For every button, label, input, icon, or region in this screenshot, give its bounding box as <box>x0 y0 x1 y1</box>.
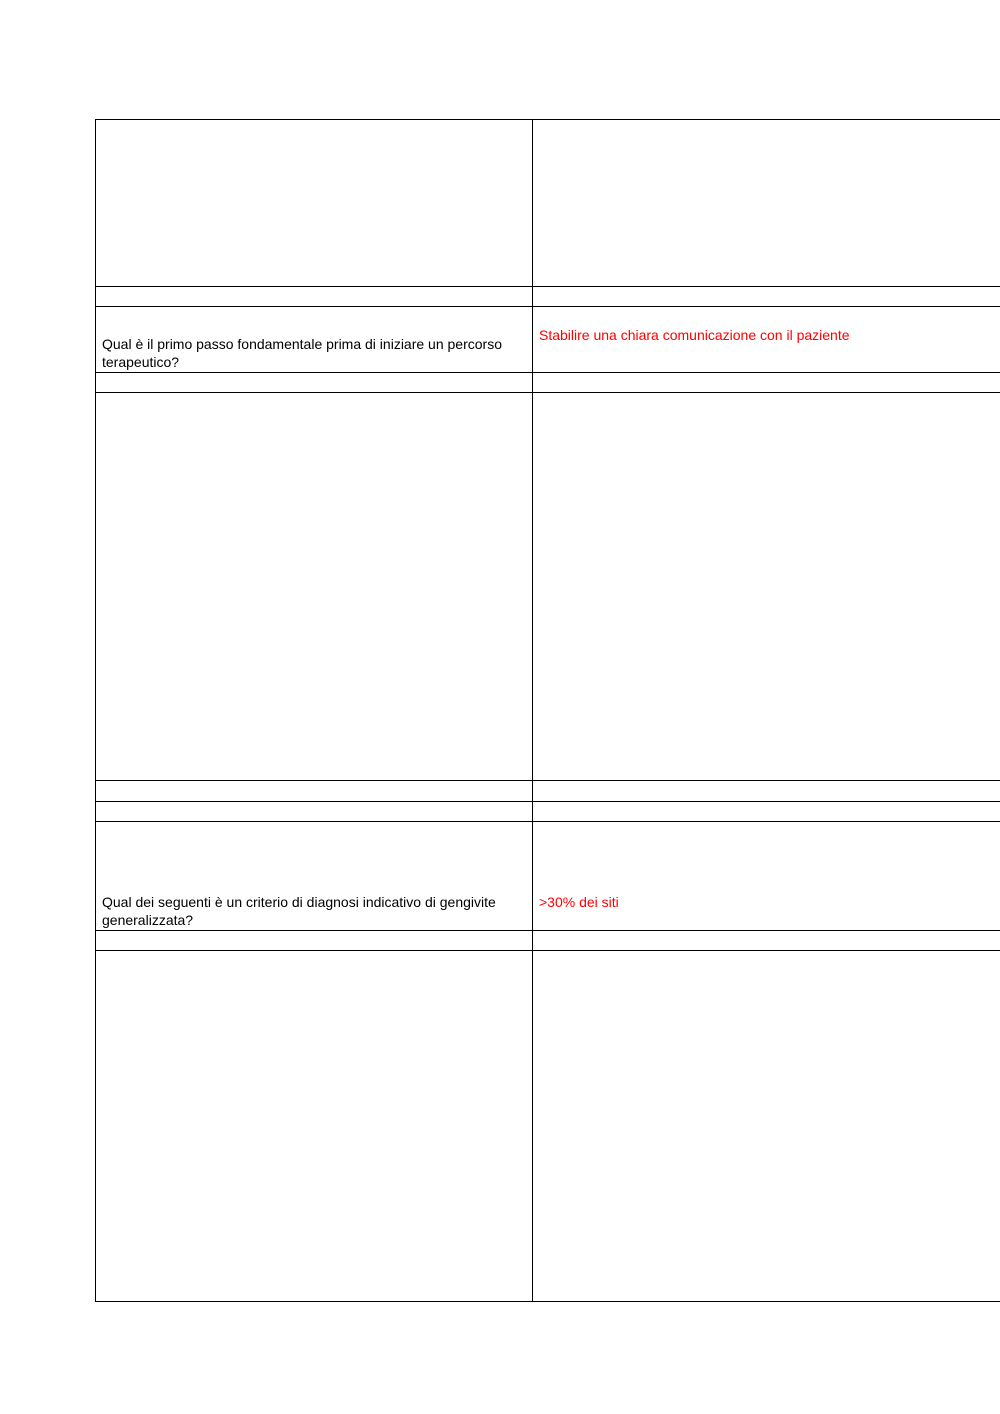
answer-text: >30% dei siti <box>539 894 619 910</box>
answer-text <box>539 276 994 286</box>
question-cell <box>96 781 533 802</box>
table-row <box>96 802 1000 822</box>
question-cell <box>96 307 533 373</box>
answer-text <box>539 1291 994 1301</box>
answer-cell <box>533 287 1000 307</box>
table-row <box>96 373 1000 393</box>
answer-cell <box>533 822 1000 931</box>
answer-cell <box>533 393 1000 781</box>
answer-cell <box>533 951 1000 1302</box>
table-row <box>96 931 1000 951</box>
question-cell <box>96 822 533 931</box>
table-row <box>96 393 1000 781</box>
qa-table <box>95 119 1000 1302</box>
question-text: Qual è il primo passo fondamentale prima di iniziare un percorso terapeutico? <box>102 336 502 370</box>
answer-text <box>539 382 994 392</box>
answer-cell <box>533 802 1000 822</box>
answer-text <box>539 940 994 950</box>
answer-cell <box>533 307 1000 373</box>
answer-cell <box>533 931 1000 951</box>
answer-text <box>539 811 994 821</box>
answer-cell <box>533 373 1000 393</box>
answer-text <box>539 770 994 780</box>
question-cell <box>96 393 533 781</box>
table-row <box>96 951 1000 1302</box>
question-cell <box>96 802 533 822</box>
question-cell <box>96 931 533 951</box>
table-row <box>96 307 1000 373</box>
answer-cell <box>533 781 1000 802</box>
answer-text <box>539 791 994 801</box>
table-row <box>96 822 1000 931</box>
answer-cell <box>533 120 1000 287</box>
answer-text <box>539 296 994 306</box>
question-cell <box>96 951 533 1302</box>
table-row <box>96 287 1000 307</box>
question-text: Qual dei seguenti è un criterio di diagnosi indicativo di gengivite generalizzata? <box>102 894 496 928</box>
question-cell <box>96 120 533 287</box>
table-row <box>96 781 1000 802</box>
question-cell <box>96 373 533 393</box>
answer-text: Stabilire una chiara comunicazione con il paziente <box>539 326 850 343</box>
question-cell <box>96 287 533 307</box>
question-text <box>102 1300 526 1301</box>
table-row <box>96 120 1000 287</box>
